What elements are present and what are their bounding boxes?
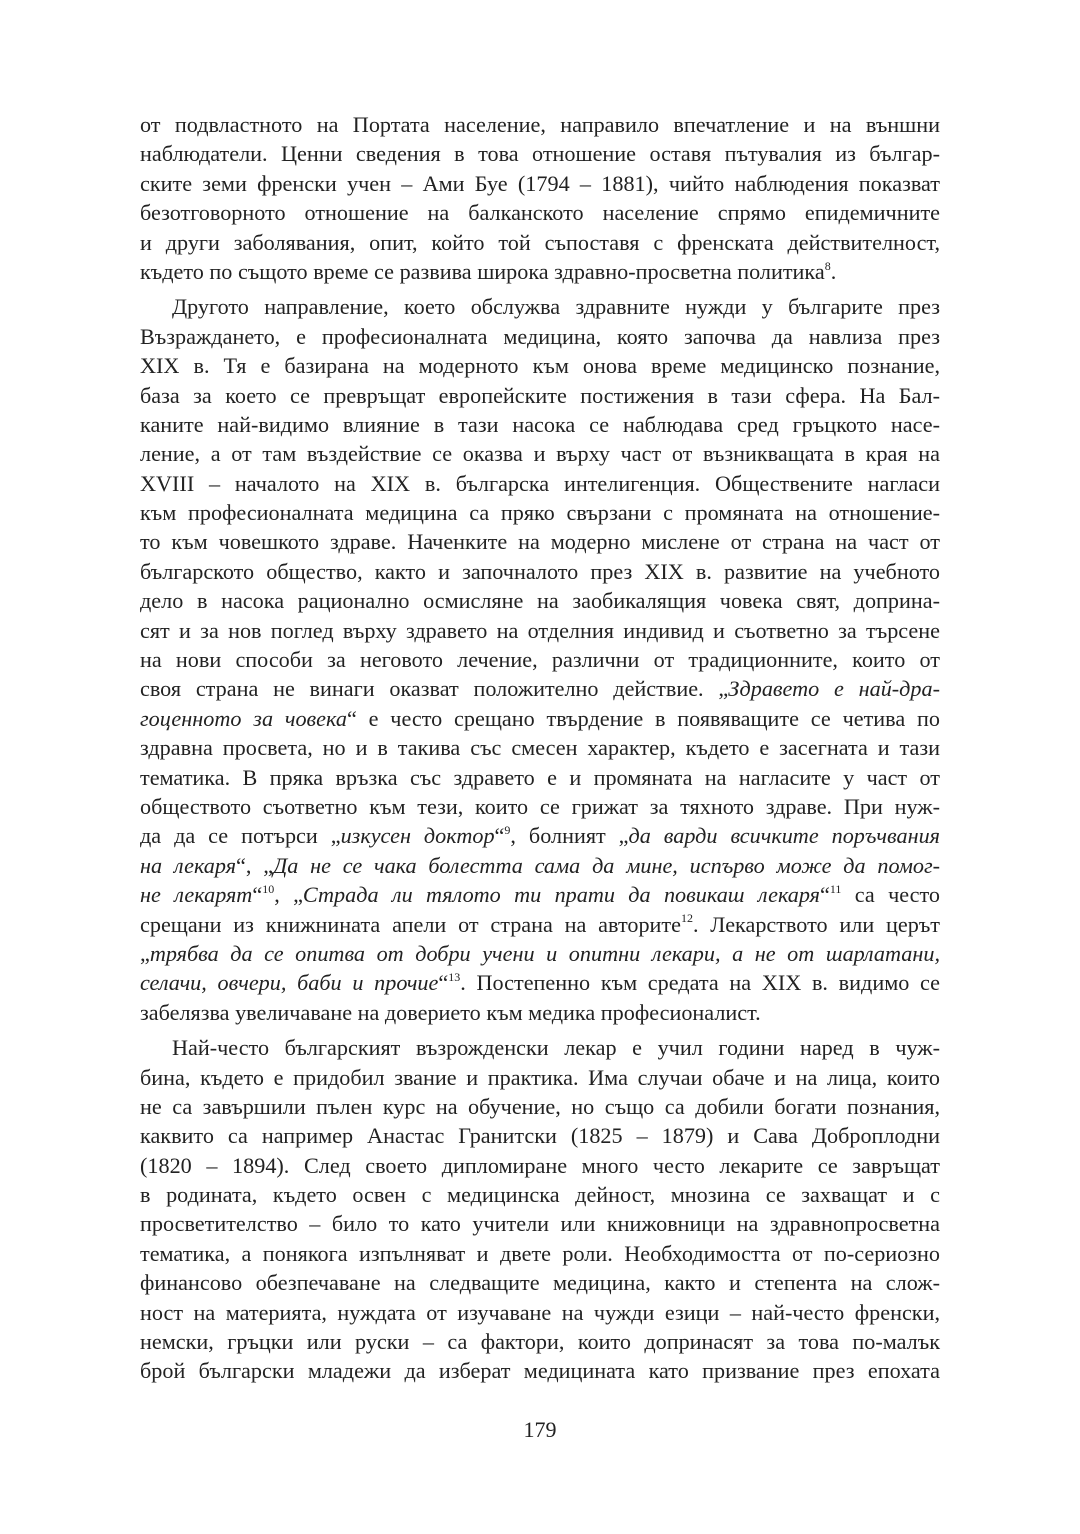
text-run: брой български младежи да изберат медицината като призвание през епохата: [140, 1358, 940, 1384]
text-line: [140, 1121, 940, 1150]
text-run: “: [252, 882, 263, 908]
text-line: [140, 704, 940, 733]
text-line: [140, 821, 940, 850]
text-run: Другото направление, което обслужва здравните нужди у българите през: [172, 294, 940, 320]
italic-quote: не лекарят: [140, 882, 253, 908]
text-line: [140, 169, 940, 198]
text-line: [140, 292, 940, 321]
text-run: . Лекарството или церът: [692, 911, 940, 937]
italic-quote: на лекаря: [140, 852, 237, 878]
text-run: “ е често срещано твърдение в появяващите се четива по: [346, 705, 941, 731]
italic-quote: селачи, овчери, баби и прочие: [140, 970, 439, 996]
text-run: сят и за нов поглед върху здравето на отделния индивид и съответно за търсене: [140, 617, 940, 643]
footnote-ref: 9: [504, 822, 511, 837]
text-run: безотговорното отношение на балканското население спрямо епидемичните: [140, 200, 940, 226]
text-line: [140, 674, 940, 703]
text-line: [140, 880, 940, 909]
text-run: наблюдатели. Ценни сведения в това отношение оставя пътувалия из българ-: [140, 141, 940, 167]
text-line: [140, 228, 940, 257]
text-run: бина, където е придобил звание и практика. Има случаи обаче и на лица, които: [140, 1064, 940, 1090]
text-line: [140, 1180, 940, 1209]
text-run: “: [820, 882, 830, 908]
text-run: Най-често българският възрожденски лекар е учил години наред в чуж-: [172, 1035, 940, 1061]
text-line: [140, 381, 940, 410]
text-run: здравна просвета, но и в такива със смесен характер, където е засегната и тази: [140, 735, 940, 761]
text-run: ление, а от там въздействие се оказва и върху част от възникващата в края на: [140, 441, 940, 467]
text-run: ските земи френски учен – Ами Буе (1794 – 1881), чийто наблюдения показват: [140, 170, 940, 196]
footnote-ref: 11: [829, 881, 842, 896]
text-line: [140, 139, 940, 168]
text-line: [140, 322, 940, 351]
text-line: [140, 733, 940, 762]
text-line: [140, 586, 940, 615]
text-line: [140, 998, 940, 1027]
text-run: (1820 – 1894). След своето дипломиране много често лекарите се завръщат: [140, 1152, 940, 1178]
text-run: обществото съответно към тези, които се грижат за тяхното здраве. При нуж-: [140, 793, 940, 819]
text-line: [140, 645, 940, 674]
text-run: да да се потърси „: [140, 823, 341, 849]
text-run: от подвластното на Портата население, направило впечатление и на външни: [140, 112, 940, 137]
paragraph: [140, 110, 940, 286]
italic-quote: Страда ли тялото ти прати да повикаш лекаря: [302, 882, 820, 908]
text-run: дело в насока рационално осмисляне на заобикалящия човека свят, доприна-: [140, 588, 940, 614]
text-line: [140, 851, 940, 880]
text-line: [140, 410, 940, 439]
text-line: [140, 616, 940, 645]
italic-quote: гоценното за човека: [140, 705, 347, 731]
text-line: [140, 1209, 940, 1238]
text-line: [140, 498, 940, 527]
paragraph: [140, 292, 940, 1027]
paragraph: [140, 1033, 940, 1386]
text-run: срещани из книжнината апели от страна на авторите: [140, 911, 681, 937]
text-run: , „: [274, 882, 303, 908]
text-run: каквито са например Анастас Гранитски (1825 – 1879) и Сава Доброплодни: [140, 1123, 940, 1149]
text-line: [140, 792, 940, 821]
text-line: [140, 198, 940, 227]
text-line: [140, 351, 940, 380]
text-run: на нови способи за неговото лечение, различни от традиционните, които от: [140, 647, 940, 673]
footnote-ref: 8: [824, 258, 831, 273]
text-run: не са завършили пълен курс на обучение, но също са добили богати познания,: [140, 1093, 940, 1119]
text-run: то към човешкото здраве. Наченките на модерно мислене от страна на част от: [140, 529, 940, 555]
text-line: [140, 1327, 940, 1356]
text-line: [140, 1092, 940, 1121]
italic-quote: Да не се чака болестта сама да мине, испърво може да помог-: [273, 852, 941, 878]
text-run: каните най-видимо влияние в тази насока се наблюдава сред гръцкото насе-: [140, 411, 940, 437]
italic-quote: изкусен доктор: [340, 823, 495, 849]
text-line: [140, 1033, 940, 1062]
text-line: [140, 1268, 940, 1297]
text-line: [140, 939, 940, 968]
text-line: [140, 1239, 940, 1268]
italic-quote: трябва да се опитва от добри учени и опитни лекари, а не от шарлатани,: [149, 940, 940, 966]
text-line: [140, 439, 940, 468]
text-run: Възраждането, е професионалната медицина, която започва да навлиза през: [140, 323, 940, 349]
text-run: са често: [841, 882, 940, 908]
footnote-ref: 12: [680, 911, 693, 926]
footnote-ref: 13: [448, 969, 461, 984]
text-run: българското общество, както и започналото през XIX в. развитие на учебното: [140, 558, 940, 584]
italic-quote: Здравето е най-дра-: [728, 676, 940, 702]
text-run: ност на материята, нуждата от изучаване на чужди езици – най-често френски,: [140, 1299, 940, 1325]
text-run: . Постепенно към средата на XIX в. видимо се: [460, 970, 941, 996]
text-run: финансово обезпечаване на следващите медицина, както и степента на слож-: [140, 1270, 940, 1296]
footnote-ref: 10: [262, 881, 275, 896]
text-line: [140, 110, 940, 139]
text-run: и други заболявания, опит, който той съпоставя с френската действителност,: [140, 229, 940, 255]
text-run: „: [140, 940, 150, 966]
italic-quote: да варди всичките поръчвания: [628, 823, 940, 849]
text-line: [140, 527, 940, 556]
text-line: [140, 910, 940, 939]
text-line: [140, 557, 940, 586]
text-run: база за което се превръщат европейските постижения в тази сфера. На Бал-: [140, 382, 940, 408]
text-run: немски, гръцки или руски – са фактори, които допринасят за това по-малък: [140, 1329, 940, 1355]
text-run: забелязва увеличаване на доверието към медика професионалист.: [140, 999, 761, 1025]
text-line: [140, 1063, 940, 1092]
text-run: тематика. В пряка връзка със здравето е и промяната на нагласите у част от: [140, 764, 940, 790]
text-run: , болният „: [510, 823, 629, 849]
text-line: [140, 1151, 940, 1180]
text-line: [140, 257, 940, 286]
text-line: [140, 1356, 940, 1385]
text-line: [140, 763, 940, 792]
text-run: просветителство – било то като учители или книжовници на здравнопросветна: [140, 1211, 940, 1237]
text-line: [140, 469, 940, 498]
text-run: “: [438, 970, 449, 996]
text-line: [140, 968, 940, 997]
text-run: .: [830, 258, 837, 284]
body-text: [140, 110, 940, 1386]
text-run: “: [494, 823, 505, 849]
text-run: в родината, където освен с медицинска дейност, мнозина се захващат и с: [140, 1182, 940, 1208]
text-run: XIX в. Тя е базирана на модерното към онова време медицинско познание,: [140, 353, 940, 379]
text-run: своя страна не винаги оказват положително действие. „: [140, 676, 729, 702]
text-run: XVIII – началото на XIX в. българска интелигенция. Обществените нагласи: [140, 470, 940, 496]
page-number-label: 179: [523, 1417, 557, 1442]
page-number: [0, 1417, 1080, 1443]
text-run: към професионалната медицина са пряко свързани с промяната на отношение-: [140, 500, 940, 526]
text-run: тематика, а понякога изпълняват и двете роли. Необходимостта от по-сериозно: [140, 1240, 940, 1266]
text-run: където по същото време се развива широка здравно-просветна политика: [140, 258, 825, 284]
text-run: “, „: [236, 852, 274, 878]
text-line: [140, 1298, 940, 1327]
